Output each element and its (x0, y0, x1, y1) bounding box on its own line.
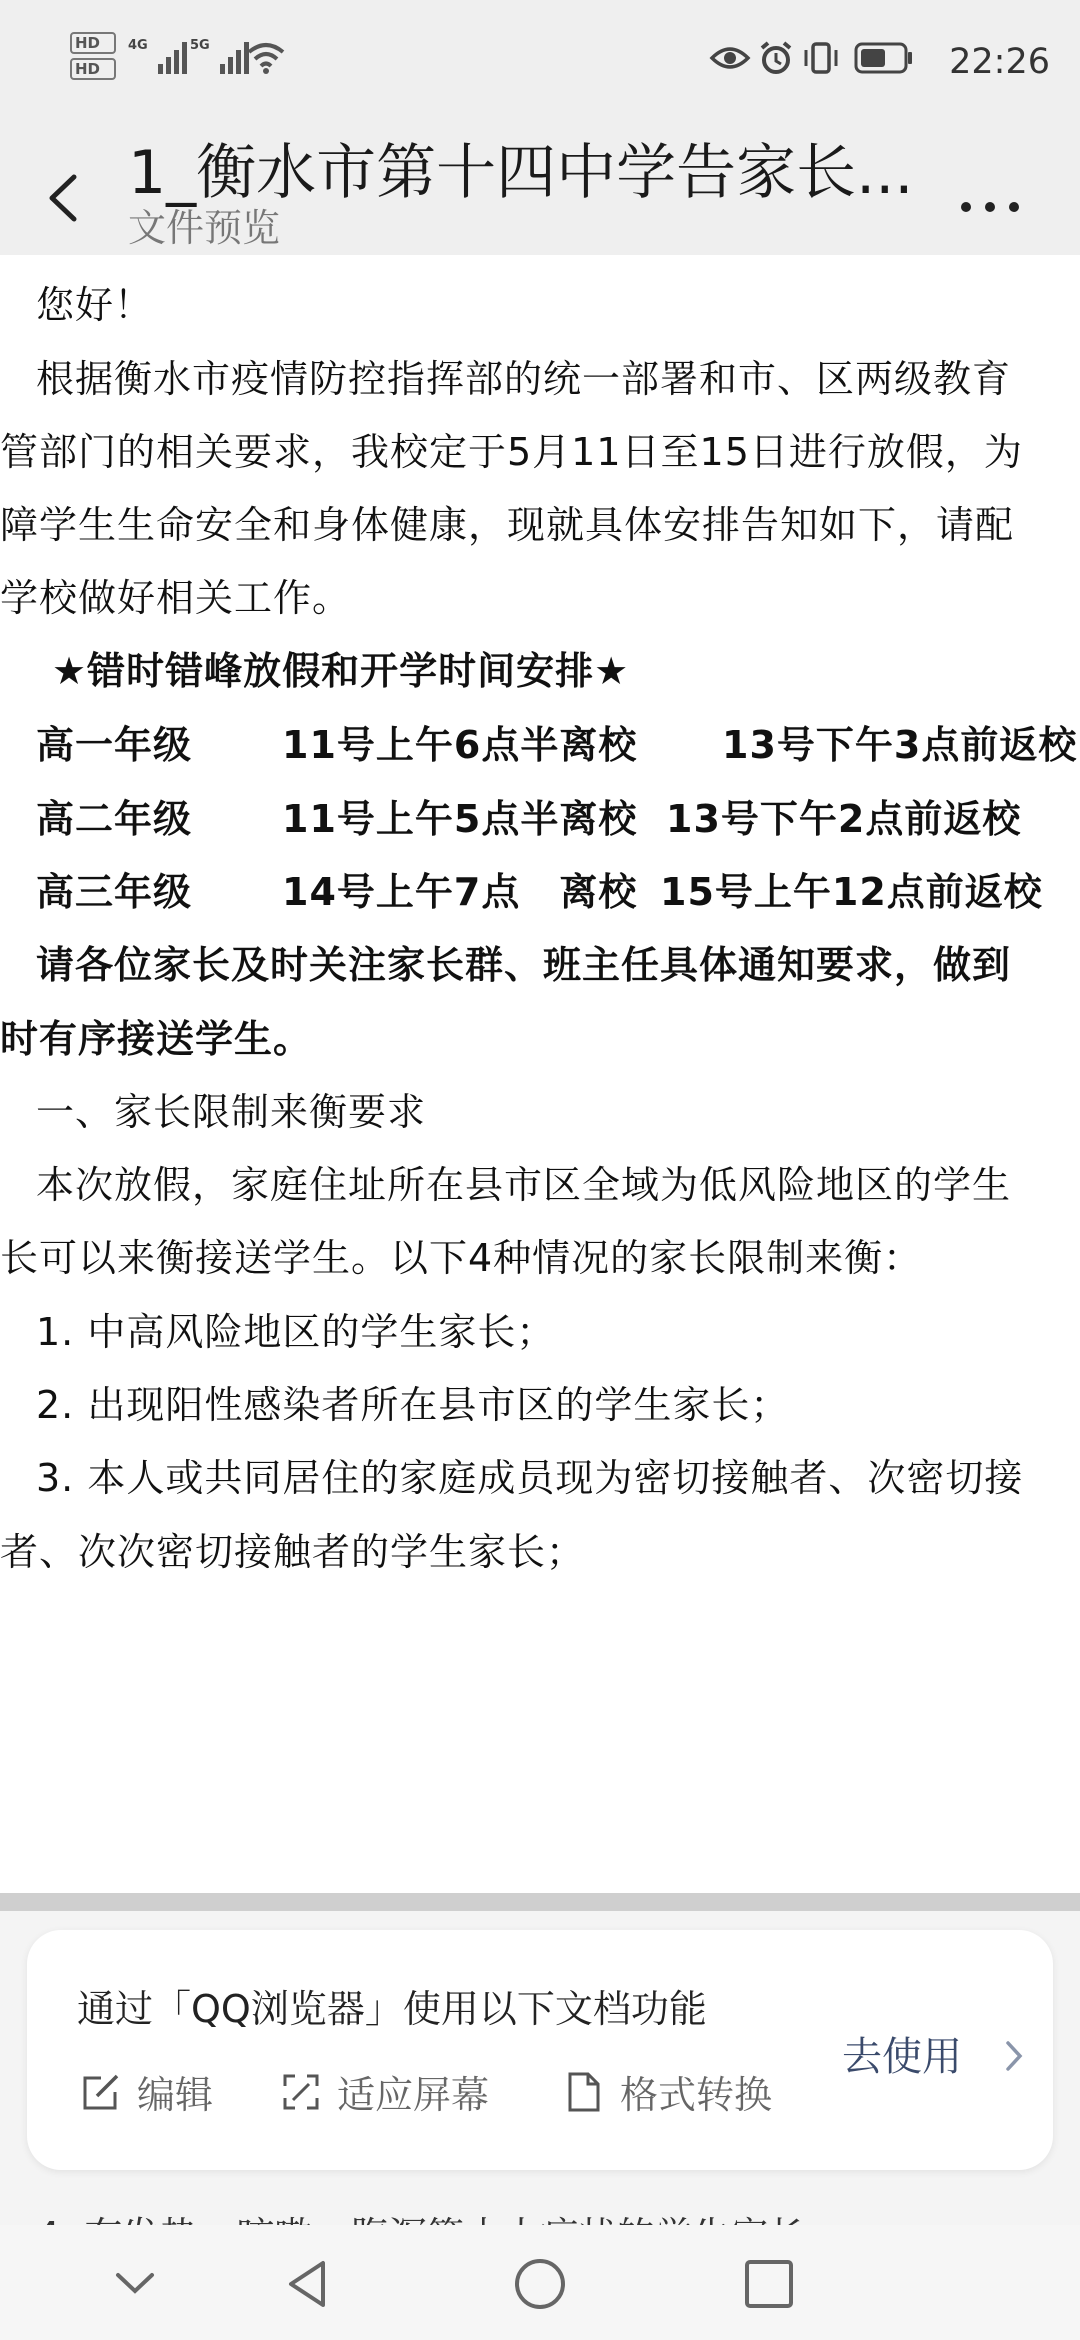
grade-3-label: 高三年级 (36, 870, 193, 914)
chevron-right-icon (1002, 2039, 1026, 2073)
nav-back-button[interactable] (275, 2249, 345, 2319)
back-arrow-icon (38, 151, 98, 231)
status-bar (0, 0, 1080, 125)
doc-section-heading-1: 一、家长限制来衡要求 (36, 1090, 427, 1134)
fit-screen-action[interactable] (279, 2064, 529, 2117)
hd-badge-2: HD (70, 58, 116, 80)
doc-line: 请各位家长及时关注家长群、班主任具体通知要求，做到 (36, 943, 1012, 987)
eye-icon (710, 44, 750, 72)
page-subtitle: 文件预览 (128, 206, 281, 250)
grade-2-leave: 11号上午5点半离校 (282, 797, 638, 841)
doc-line: 管部门的相关要求，我校定于5月11日至15日进行放假，为 (0, 430, 1023, 474)
doc-line: 根据衡水市疫情防控指挥部的统一部署和市、区两级教育 (36, 357, 1012, 401)
go-use-label: 去使用 (842, 2034, 962, 2080)
battery-icon (854, 42, 914, 74)
doc-line: 者、次次密切接触者的学生家长； (0, 1530, 586, 1574)
doc-line: 学校做好相关工作。 (0, 576, 352, 620)
partial-doc-line (0, 2205, 1080, 2227)
more-dots-icon (950, 155, 1030, 215)
promo-title: 通过「QQ浏览器」使用以下文档功能 (77, 1987, 707, 2031)
fit-screen-label: 适应屏幕 (337, 2073, 490, 2117)
page-title: 1_衡水市第十四中学告家长... (128, 138, 914, 208)
nav-recents-button[interactable] (734, 2249, 804, 2319)
nav-home-button[interactable] (505, 2249, 575, 2319)
doc-section-heading: ★错时错峰放假和开学时间安排★ (52, 649, 630, 693)
doc-line: 障学生生命安全和身体健康，现就具体安排告知如下，请配 (0, 503, 1015, 547)
doc-line-greeting: 您好！ (36, 283, 154, 327)
app-header (0, 125, 1080, 255)
vibrate-icon (802, 40, 840, 76)
square-recents-icon (734, 2249, 804, 2319)
chevron-down-icon (100, 2249, 170, 2319)
grade-1-label: 高一年级 (36, 723, 193, 767)
edit-icon (79, 2070, 123, 2114)
go-use-button[interactable] (842, 2025, 962, 2085)
circle-home-icon (505, 2249, 575, 2319)
format-convert-label: 格式转换 (620, 2073, 773, 2117)
edit-label: 编辑 (137, 2073, 214, 2117)
grade-1-return: 13号下午3点前返校 (722, 723, 1078, 767)
more-button[interactable] (950, 155, 1030, 215)
triangle-back-icon (275, 2249, 345, 2319)
doc-line: 本次放假，家庭住址所在县市区全域为低风险地区的学生 (36, 1163, 1012, 1207)
doc-line: 时有序接送学生。 (0, 1017, 313, 1061)
grade-1-leave: 11号上午6点半离校 (282, 723, 638, 767)
document-preview[interactable] (0, 255, 1080, 1895)
hd-badge-1: HD (70, 32, 116, 54)
alarm-icon (758, 40, 794, 76)
hd-indicators (70, 32, 120, 84)
fit-screen-icon (279, 2070, 323, 2114)
signal-5g-label: 5G (190, 38, 210, 53)
format-convert-action[interactable] (562, 2064, 812, 2117)
doc-list-item-1: 1. 中高风险地区的学生家长； (36, 1310, 556, 1354)
file-convert-icon (562, 2070, 606, 2114)
signal-4g-label: 4G (128, 38, 148, 53)
nav-hide-button[interactable] (100, 2249, 170, 2319)
qq-browser-promo-card (27, 1930, 1053, 2170)
grade-2-label: 高二年级 (36, 797, 193, 841)
grade-3-return: 15号上午12点前返校 (660, 870, 1043, 914)
clock: 22:26 (949, 42, 1050, 82)
doc-list-item-2: 2. 出现阳性感染者所在县市区的学生家长； (36, 1383, 790, 1427)
wifi-icon (246, 40, 286, 76)
edit-action[interactable] (79, 2064, 279, 2117)
system-nav-bar (0, 2225, 1080, 2340)
back-button[interactable] (38, 151, 98, 231)
grade-3-leave: 14号上午7点 离校 (282, 870, 638, 914)
page-divider (0, 1893, 1080, 1911)
doc-line: 长可以来衡接送学生。以下4种情况的家长限制来衡： (0, 1236, 923, 1280)
doc-list-item-3: 3. 本人或共同居住的家庭成员现为密切接触者、次密切接 (36, 1456, 1024, 1500)
grade-2-return: 13号下午2点前返校 (666, 797, 1022, 841)
